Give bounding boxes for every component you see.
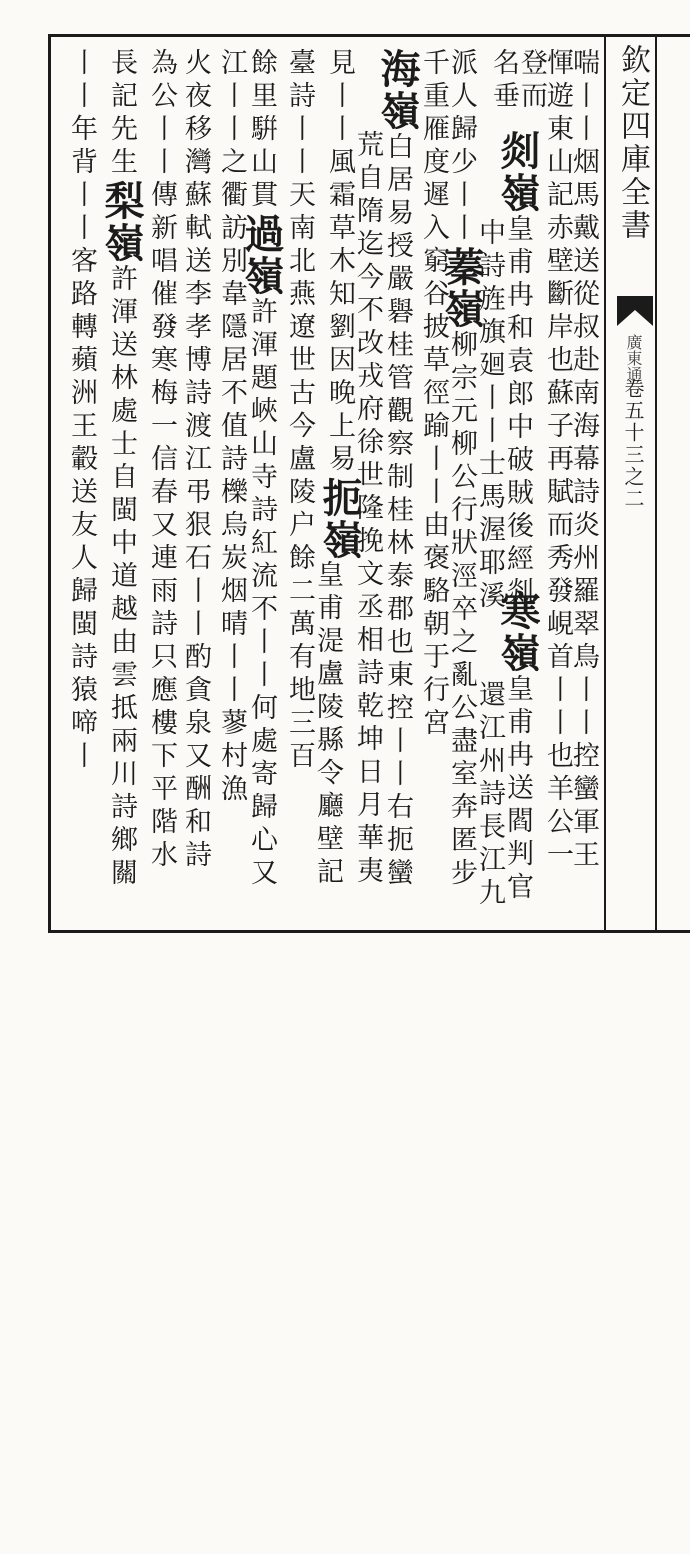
banner-title: 欽定四庫全書 (615, 44, 650, 242)
text-column: 惲遊東山記赤壁斷岸也蘇子再賦而秀發峴首丨丨也羊公一 (542, 48, 573, 873)
entry-heading: 扼嶺 (316, 477, 363, 561)
text-column: 還江州詩長江九 (474, 680, 505, 911)
text-column: 中詩旌旗廻丨丨士馬渥耶溪 (474, 218, 505, 614)
text-column: 剡嶺皇甫冉和袁郎中破賊後經剡 (494, 130, 541, 610)
entry-heading: 寒嶺 (494, 590, 541, 674)
text-column: 皇甫湜盧陵縣令廳壁記 (312, 560, 343, 890)
text-column: 名垂 (488, 48, 519, 114)
fishtail-mark-icon (617, 296, 653, 326)
gutter-divider-left (604, 34, 606, 933)
text-column: 登而 (516, 48, 547, 114)
gutter-divider-right (655, 34, 657, 933)
text-column: 寒嶺皇甫冉送閻判官 (494, 590, 541, 905)
entry-heading: 過嶺 (238, 213, 285, 297)
frame-top-border (50, 34, 690, 37)
text-column: 千重雁度遲入窮谷披草徑踰丨丨由褒駱朝于行宮 (418, 48, 449, 741)
text-column: 見丨丨風霜草木知劉因晚上易扼嶺 (316, 48, 363, 561)
gutter-fragment: 廣東通 (624, 334, 643, 382)
text-column: 火夜移灣蘇軾送李孝博詩渡江弔狠石丨丨酌貪泉又酬和詩 (180, 48, 211, 873)
text-column: 海嶺白居易授嚴礜桂管觀察制桂林泰郡也東控丨丨右扼蠻 (374, 48, 421, 891)
text-column: 荒自隋迄今不改戎府徐世隆挽文丞相詩乾坤日月華夷 (352, 130, 383, 889)
text-column: 丨丨年背丨丨客路轉蘋洲王轂送友人歸閩詩猿啼丨 (66, 48, 97, 774)
text-column: 為公丨丨傳新唱催發寒梅一信春又連雨詩只應樓下平階水 (146, 48, 177, 873)
entry-heading: 海嶺 (374, 48, 421, 132)
text-column: 喘丨丨烟馬戴送從叔赴南海幕詩炎州羅翠鳥丨丨控蠻軍王 (568, 48, 599, 873)
entry-heading: 剡嶺 (494, 130, 541, 214)
frame-left-border (48, 34, 51, 933)
text-column: 派人歸少丨丨蓁嶺柳宗元柳公行狀涇卒之亂公盡室奔匿步 (438, 48, 485, 891)
gutter-volume: 卷五十三之二 (621, 378, 645, 510)
entry-heading: 蓁嶺 (438, 246, 485, 330)
text-column: 臺詩丨丨天南北燕遼世古今盧陵户餘二萬有地三百 (284, 48, 315, 774)
text-column: 江丨丨之衢訪別韋隱居不值詩櫟烏炭烟晴丨丨蓼村漁 (216, 48, 247, 807)
text-column: 餘里騈山貫過嶺許渾題峽山寺詩紅流不丨丨何處寄歸心又 (238, 48, 285, 891)
text-column: 長記先生梨嶺許渾送林處士自閩中道越由雲抵兩川詩鄉關 (98, 48, 145, 891)
entry-heading: 梨嶺 (98, 180, 145, 264)
